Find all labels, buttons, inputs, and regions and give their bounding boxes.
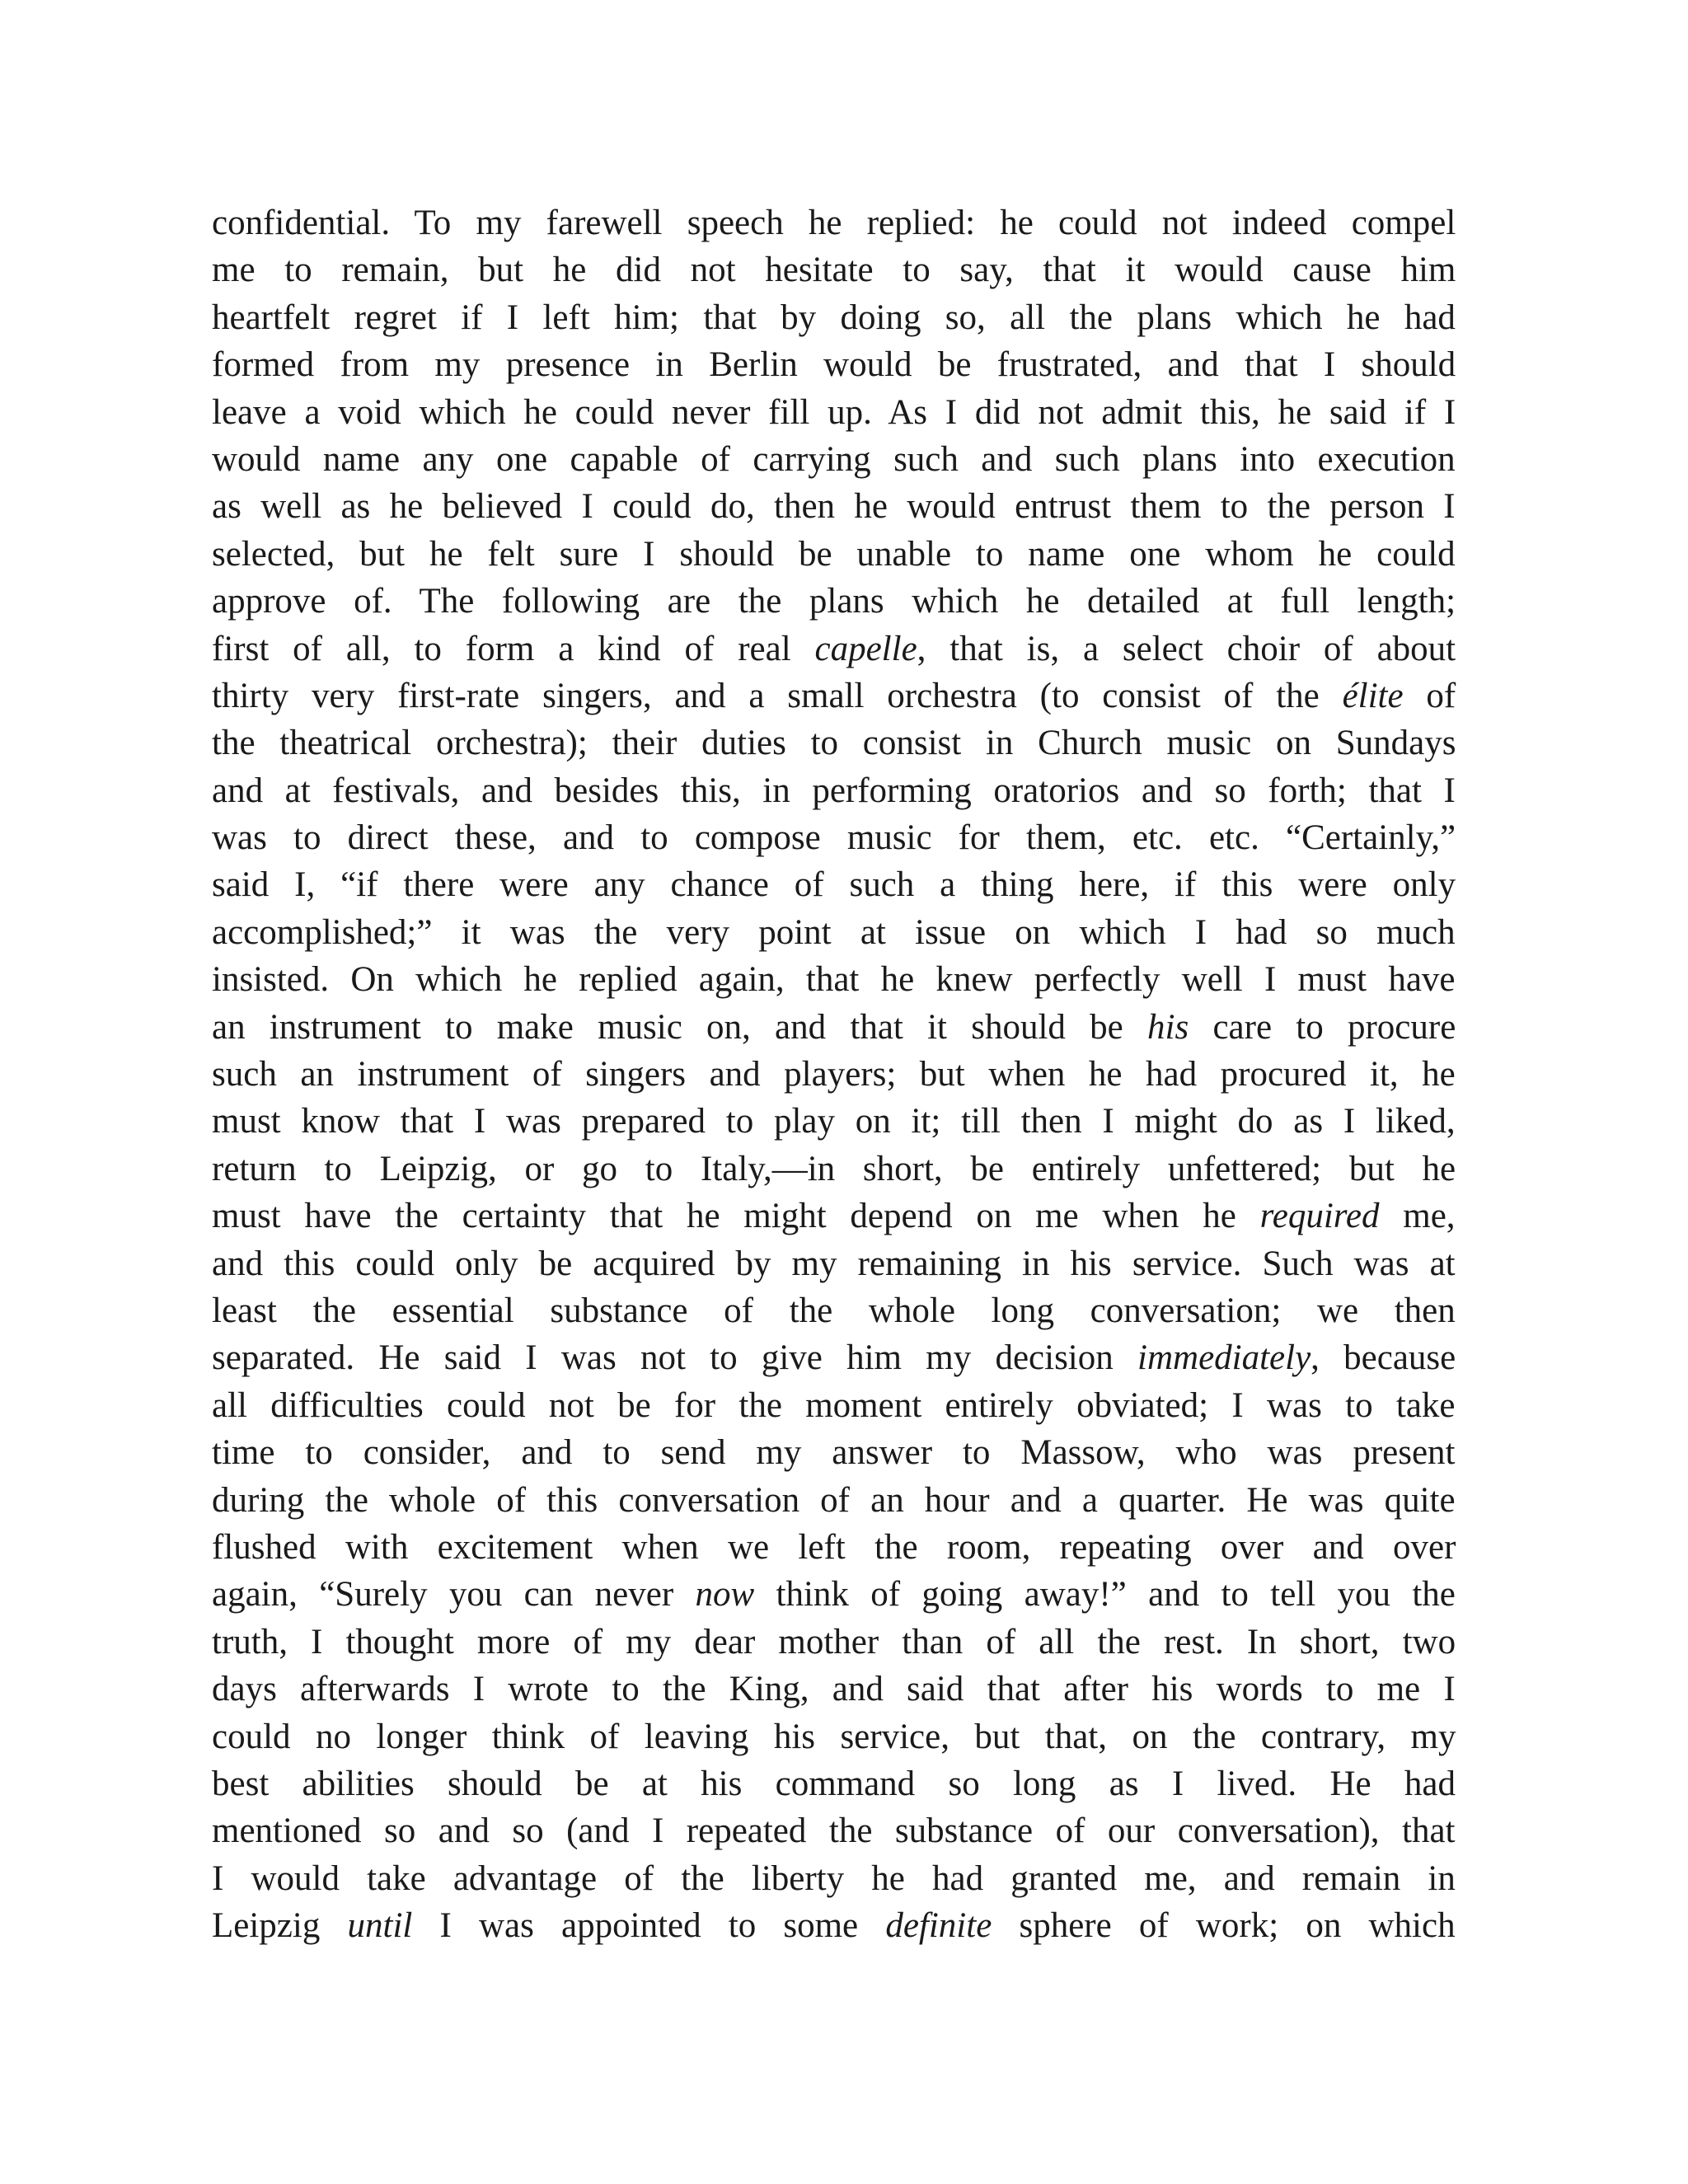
text-run: me to remain, but he did not hesitate to say, that it would cause him — [212, 251, 1456, 290]
text-line — [212, 1146, 1456, 1193]
text-line — [212, 1524, 1456, 1571]
text-run: insisted. On which he replied again, that he knew perfectly well I must have — [212, 960, 1456, 1000]
text-run: of — [1403, 676, 1456, 715]
text-line — [212, 531, 1456, 578]
text-run: and this could only be acquired by my remaining in his service. Such was at — [212, 1244, 1456, 1283]
text-run: selected, but he felt sure I should be unable to name one whom he could — [212, 534, 1456, 574]
text-line — [212, 1098, 1456, 1145]
text-run: confidential. To my farewell speech he replied: he could not indeed compel — [212, 204, 1456, 242]
text-run: I would take advantage of the liberty he had granted me, and remain in — [212, 1858, 1456, 1898]
text-run: as well as he believed I could do, then he would entrust them to the person I — [212, 487, 1456, 527]
text-line — [212, 1004, 1456, 1051]
text-run: and at festivals, and besides this, in performing oratorios and so forth; that I — [212, 771, 1456, 810]
text-run: best abilities should be at his command so long as I lived. He had — [212, 1764, 1456, 1803]
text-line — [212, 626, 1456, 673]
text-run: said I, “if there were any chance of such a thing here, if this were only — [212, 865, 1456, 905]
text-run: , that is, a select choir of about — [917, 629, 1456, 668]
text-line — [212, 1477, 1456, 1524]
text-run: flushed with excitement when we left the room, repeating over and over — [212, 1527, 1456, 1567]
text-line — [212, 673, 1456, 719]
text-run: the theatrical orchestra); their duties to consist in Church music on Sundays — [212, 724, 1456, 763]
text-run: was to direct these, and to compose music for them, etc. etc. “Certainly,” — [212, 818, 1456, 858]
text-run: heartfelt regret if I left him; that by doing so, all the plans which he had — [212, 298, 1456, 337]
text-line — [212, 1571, 1456, 1618]
text-line — [212, 909, 1456, 956]
text-line — [212, 1240, 1456, 1287]
text-run: must know that I was prepared to play on it; till then I might do as I liked, — [212, 1102, 1456, 1141]
italic-text: élite — [1342, 676, 1404, 715]
text-run: Leipzig — [212, 1906, 348, 1946]
text-line — [212, 1855, 1456, 1902]
text-run: truth, I thought more of my dear mother than of all the rest. In short, two — [212, 1622, 1456, 1661]
text-run: separated. He said I was not to give him my decision — [212, 1338, 1138, 1378]
body-text — [212, 199, 1456, 1949]
text-line — [212, 1713, 1456, 1760]
text-run: all difficulties could not be for the moment entirely obviated; I was to take — [212, 1385, 1456, 1425]
text-line — [212, 1287, 1456, 1334]
text-run: think of going away!” and to tell you the — [754, 1575, 1456, 1615]
text-run: an instrument to make music on, and that it should be — [212, 1007, 1148, 1047]
italic-text: his — [1147, 1007, 1189, 1047]
text-line — [212, 389, 1456, 436]
text-run: return to Leipzig, or go to Italy,—in short, be entirely unfettered; but he — [212, 1149, 1456, 1188]
text-line — [212, 1807, 1456, 1854]
text-line — [212, 578, 1456, 625]
text-run: thirty very first-rate singers, and a small orchestra (to consist of the — [212, 676, 1343, 715]
text-run: leave a void which he could never fill up. As I did not admit this, he said if I — [212, 392, 1456, 432]
text-line — [212, 1193, 1456, 1240]
text-line — [212, 1902, 1456, 1949]
text-line — [212, 436, 1456, 483]
text-run: sphere of work; on which — [992, 1906, 1456, 1946]
text-run: again, “Surely you can never — [212, 1575, 696, 1615]
italic-text: immediately — [1137, 1338, 1311, 1378]
text-line — [212, 1619, 1456, 1666]
text-run: accomplished;” it was the very point at issue on which I had so much — [212, 912, 1456, 952]
text-run: mentioned so and so (and I repeated the substance of our conversation), that — [212, 1811, 1456, 1851]
text-line — [212, 719, 1456, 766]
text-line — [212, 814, 1456, 861]
italic-text: definite — [885, 1906, 992, 1946]
text-line — [212, 341, 1456, 388]
text-run: least the essential substance of the whole long conversation; we then — [212, 1291, 1456, 1330]
text-run: I was appointed to some — [412, 1906, 886, 1946]
text-line — [212, 1666, 1456, 1713]
italic-text: until — [347, 1906, 413, 1946]
text-line — [212, 767, 1456, 814]
text-line — [212, 483, 1456, 530]
text-run: could no longer think of leaving his service, but that, on the contrary, my — [212, 1717, 1456, 1756]
text-run: days afterwards I wrote to the King, and said that after his words to me I — [212, 1670, 1456, 1709]
italic-text: now — [695, 1575, 755, 1615]
text-line — [212, 1429, 1456, 1476]
text-run: must have the certainty that he might depend on me when he — [212, 1197, 1260, 1236]
text-line — [212, 199, 1456, 246]
text-line — [212, 294, 1456, 341]
text-run: care to procure — [1189, 1007, 1456, 1047]
text-run: would name any one capable of carrying such and such plans into execution — [212, 439, 1456, 479]
text-line — [212, 1051, 1456, 1098]
text-run: during the whole of this conversation of an hour and a quarter. He was quite — [212, 1480, 1456, 1520]
text-run: time to consider, and to send my answer to Massow, who was present — [212, 1433, 1456, 1473]
text-line — [212, 861, 1456, 908]
text-line — [212, 1760, 1456, 1807]
text-line — [212, 956, 1456, 1003]
text-run: , because — [1311, 1338, 1456, 1378]
text-line — [212, 1382, 1456, 1429]
text-run: first of all, to form a kind of real — [212, 629, 815, 668]
text-run: formed from my presence in Berlin would be frustrated, and that I should — [212, 345, 1456, 385]
text-line — [212, 1334, 1456, 1381]
text-run: approve of. The following are the plans which he detailed at full length; — [212, 582, 1456, 621]
text-run: such an instrument of singers and players; but when he had procured it, he — [212, 1055, 1456, 1094]
italic-text: capelle — [814, 629, 917, 668]
text-line — [212, 246, 1456, 293]
italic-text: required — [1259, 1197, 1380, 1236]
text-run: me, — [1379, 1197, 1456, 1236]
